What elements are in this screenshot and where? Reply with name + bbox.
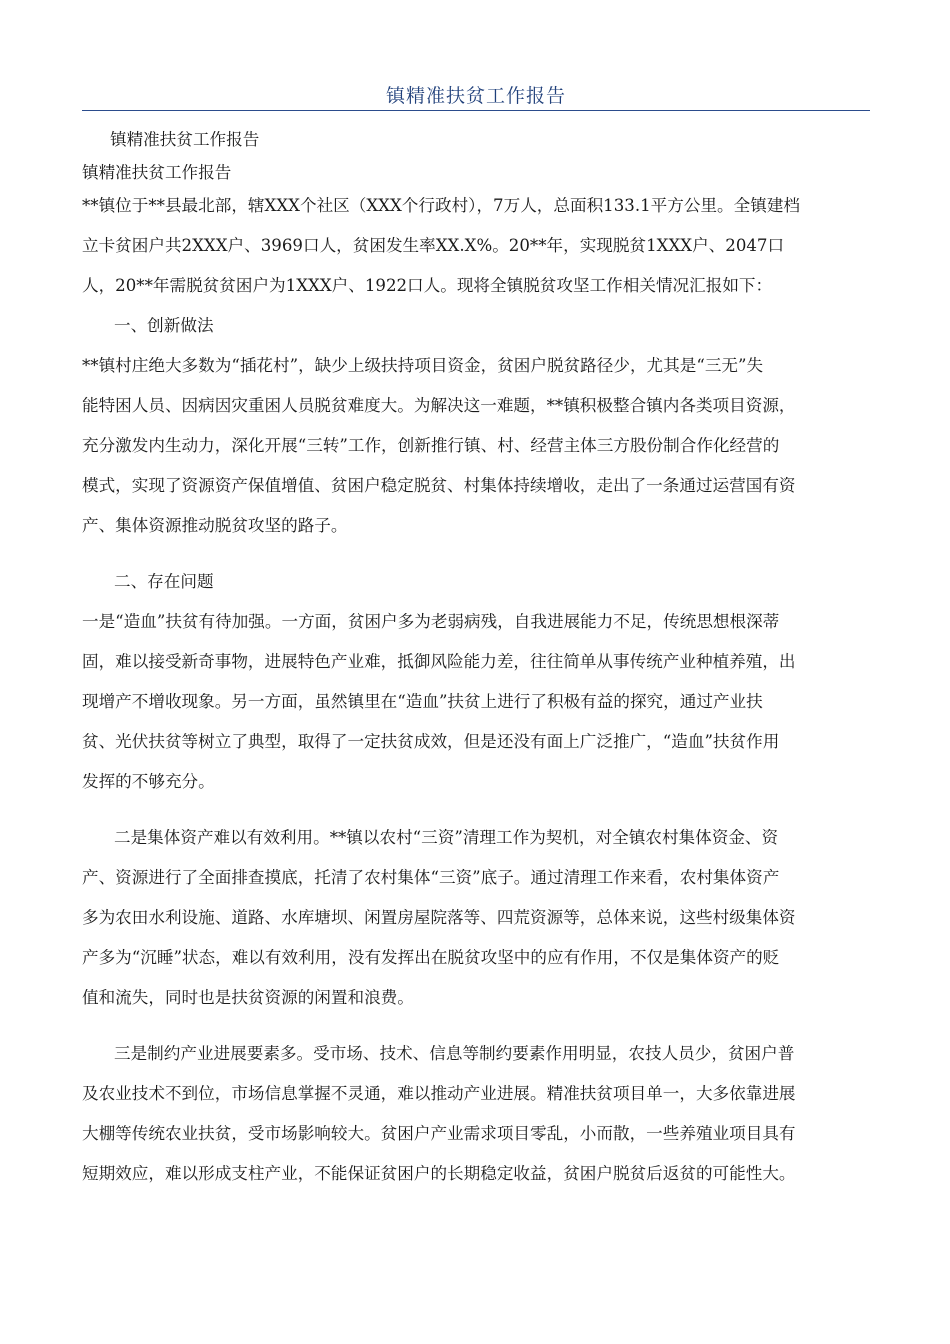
paragraph-line: 产、集体资源推动脱贫攻坚的路子。 <box>82 516 348 535</box>
document-body <box>82 126 870 1188</box>
header-title: 镇精准扶贫工作报告 <box>385 85 566 107</box>
paragraph-line: 产、资源进行了全面排查摸底，托清了农村集体“三资”底子。通过清理工作来看，农村集体资产 <box>82 868 780 887</box>
paragraph-line: 贫、光伏扶贫等树立了典型，取得了一定扶贫成效，但是还没有面上广泛推广，“造血”扶贫作用 <box>82 732 780 751</box>
problem-3-paragraph <box>82 1040 870 1188</box>
section-2-heading: 二、存在问题 <box>114 572 214 591</box>
section-1-paragraph <box>82 352 870 540</box>
paragraph-line: 能特困人员、因病因灾重困人员脱贫难度大。为解决这一难题，**镇积极整合镇内各类项目资源， <box>82 396 796 415</box>
paragraph-line: 多为农田水利设施、道路、水库塘坝、闲置房屋院落等、四荒资源等，总体来说，这些村级集体资 <box>82 908 796 927</box>
problem-2-paragraph <box>82 824 870 1012</box>
problem-1-paragraph <box>82 608 870 796</box>
section-1-heading: 一、创新做法 <box>114 316 214 335</box>
paragraph-line: 短期效应，难以形成支柱产业，不能保证贫困户的长期稳定收益，贫困户脱贫后返贫的可能性大。 <box>82 1164 796 1183</box>
header-divider <box>82 110 870 111</box>
subtitle: 镇精准扶贫工作报告 <box>82 163 232 182</box>
paragraph-line: 发挥的不够充分。 <box>82 772 215 791</box>
intro-line: 立卡贫困户共2XXX户、3969口人，贫困发生率XX.X%。20**年，实现脱贫1XXX户、2047口 <box>82 236 785 255</box>
paragraph-line: 二是集体资产难以有效利用。**镇以农村“三资”清理工作为契机，对全镇农村集体资金、资 <box>114 828 779 847</box>
subtitle-indented: 镇精准扶贫工作报告 <box>110 130 260 149</box>
paragraph-line: 及农业技术不到位，市场信息掌握不灵通，难以推动产业进展。精准扶贫项目单一，大多依靠进展 <box>82 1084 796 1103</box>
intro-line: 人，20**年需脱贫贫困户为1XXX户、1922口人。现将全镇脱贫攻坚工作相关情况汇报如下： <box>82 276 773 295</box>
paragraph-line: 值和流失，同时也是扶贫资源的闲置和浪费。 <box>82 988 414 1007</box>
paragraph-line: 大棚等传统农业扶贫，受市场影响较大。贫困户产业需求项目零乱，小而散，一些养殖业项目具有 <box>82 1124 796 1143</box>
paragraph-line: 模式，实现了资源资产保值增值、贫困户稳定脱贫、村集体持续增收，走出了一条通过运营国有资 <box>82 476 796 495</box>
paragraph-line: 充分激发内生动力，深化开展“三转”工作，创新推行镇、村、经营主体三方股份制合作化经营的 <box>82 436 780 455</box>
paragraph-line: 一是“造血”扶贫有待加强。一方面，贫困户多为老弱病残，自我进展能力不足，传统思想根深蒂 <box>82 612 780 631</box>
paragraph-line: 现增产不增收现象。另一方面，虽然镇里在“造血”扶贫上进行了积极有益的探究，通过产业扶 <box>82 692 763 711</box>
paragraph-line: **镇村庄绝大多数为“插花村”，缺少上级扶持项目资金，贫困户脱贫路径少，尤其是“三无”失 <box>82 356 764 375</box>
paragraph-line: 固，难以接受新奇事物，进展特色产业难，抵御风险能力差，往往简单从事传统产业种植养殖，出 <box>82 652 796 671</box>
intro-paragraph <box>82 192 870 300</box>
paragraph-line: 三是制约产业进展要素多。受市场、技术、信息等制约要素作用明显，农技人员少，贫困户普 <box>114 1044 795 1063</box>
intro-line: **镇位于**县最北部，辖XXX个社区（XXX个行政村），7万人，总面积133.1平方公里。全镇建档 <box>82 196 801 215</box>
paragraph-line: 产多为“沉睡”状态，难以有效利用，没有发挥出在脱贫攻坚中的应有作用，不仅是集体资产的贬 <box>82 948 780 967</box>
